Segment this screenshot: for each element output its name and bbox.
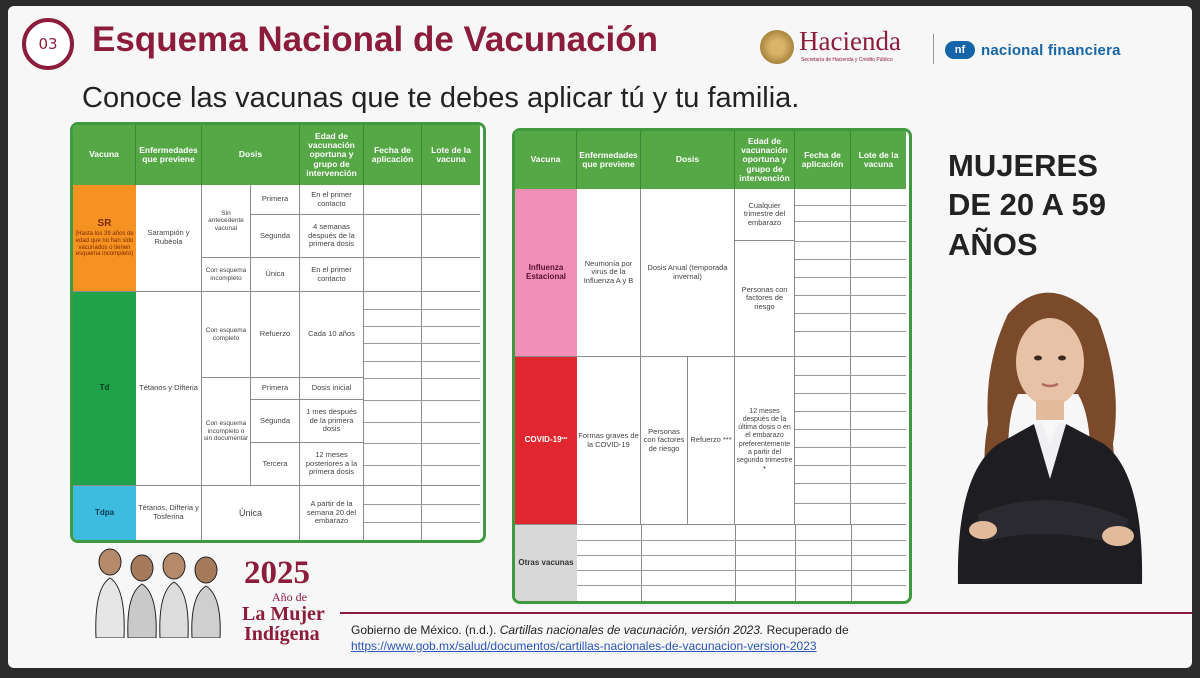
row-line [795, 241, 906, 242]
header-edad: Edad de vacunación oportuna y grupo de intervención [300, 125, 364, 185]
row-line [795, 205, 906, 206]
page-subtitle: Conoce las vacunas que te debes aplicar tú y tu familia. [82, 82, 800, 114]
sr-grupo-sin-antecedente: Sin antecedente vacunal [202, 185, 251, 258]
header-fecha: Fecha de aplicación [795, 131, 851, 189]
table-cell-fecha [364, 292, 422, 486]
row-line [364, 343, 480, 344]
table-cell-lote [422, 486, 480, 540]
year-number: 2025 [244, 555, 310, 591]
vaccine-sr-name: SR [97, 218, 112, 230]
covid-edad: 12 meses después de la última dosis o en el embarazo preferentemente a partir del segundo trimestre • [735, 357, 795, 525]
header-vacuna: Vacuna [73, 125, 136, 185]
row-line [795, 503, 906, 504]
influenza-dosis: Dosis Anual (temporada invernal) [641, 189, 735, 357]
td-enfermedades: Tétanos y Difteria [136, 292, 202, 486]
influenza-enfermedades: Neumonía por virus de la Influenza A y B [577, 189, 641, 357]
table-cell-fecha [364, 258, 422, 292]
td-dosis-tercera: Tercera [251, 443, 300, 486]
audience-line-1: MUJERES [948, 148, 1098, 183]
vaccine-influenza: Influenza Estacional [515, 189, 577, 357]
hacienda-logo-subtext: Secretaría de Hacienda y Crédito Público [801, 57, 893, 63]
table-cell-lote [422, 215, 480, 258]
tdpa-dosis: Única [202, 486, 300, 540]
covid-grupo: Personas con factores de riesgo [641, 357, 688, 525]
vaccine-otras: Otras vacunas [515, 525, 577, 601]
row-line [577, 555, 906, 556]
row-line [795, 411, 906, 412]
year-caption-indigena: Indígena [244, 623, 320, 645]
row-line [364, 422, 480, 423]
td-edad-primera: Dosis inicial [300, 378, 364, 400]
td-edad-tercera: 12 meses posteriores a la primera dosis [300, 443, 364, 486]
citation-suffix: Recuperado de [763, 623, 849, 637]
row-line [577, 540, 906, 541]
influenza-edad-embarazo: Cualquier trimestre del embarazo [735, 189, 795, 241]
nafin-logo-icon: nf [945, 41, 975, 59]
row-line [795, 221, 906, 222]
row-line [795, 447, 906, 448]
row-line [795, 393, 906, 394]
table-cell-lote [851, 357, 906, 525]
col-line [735, 525, 736, 601]
vaccine-tdpa: Tdpa [73, 486, 136, 540]
header-dosis: Dosis [641, 131, 735, 189]
row-line [795, 331, 906, 332]
row-line [795, 277, 906, 278]
sr-grupo-incompleto: Con esquema incompleto [202, 258, 251, 292]
header-enfermedades: Enfermedades que previene [136, 125, 202, 185]
row-line [364, 326, 480, 327]
row-line [795, 483, 906, 484]
vaccine-sr-note: (Hasta los 39 años de edad que no han sido vacunados o tienen esquema incompleto) [75, 231, 134, 258]
row-line [364, 465, 480, 466]
row-line [795, 259, 906, 260]
page-title: Esquema Nacional de Vacunación [92, 20, 659, 59]
row-line [364, 378, 480, 379]
influenza-edad-riesgo: Personas con factores de riesgo [735, 241, 795, 357]
row-line [795, 465, 906, 466]
vaccine-sr [73, 185, 136, 292]
td-dosis-primera: Primera [251, 378, 300, 400]
td-dosis-segunda: Segunda [251, 400, 300, 443]
sr-edad-unica: En el primer contacto [300, 258, 364, 292]
row-line [795, 429, 906, 430]
citation [351, 623, 849, 637]
slide [8, 6, 1192, 668]
table-cell-fecha [364, 486, 422, 540]
table-cell-fecha [364, 215, 422, 258]
header-fecha: Fecha de aplicación [364, 125, 422, 185]
row-line [364, 522, 480, 523]
sr-enfermedades: Sarampión y Rubéola [136, 185, 202, 292]
citation-title: Cartillas nacionales de vacunación, versión 2023. [499, 623, 764, 637]
td-edad-segunda: 1 mes después de la primera dosis [300, 400, 364, 443]
otras-empty-area [577, 525, 906, 601]
citation-prefix: Gobierno de México. (n.d.). [351, 623, 500, 637]
table-cell-fecha [364, 185, 422, 215]
woman-photo [938, 274, 1158, 584]
vaccine-covid [515, 357, 577, 525]
sr-edad-segunda: 4 semanas después de la primera dosis [300, 215, 364, 258]
col-line [851, 525, 852, 601]
sr-edad-primera: En el primer contacto [300, 185, 364, 215]
row-line [577, 585, 906, 586]
td-grupo-incompleto: Con esquema incompleto o sin documentar [202, 378, 251, 486]
col-line [795, 525, 796, 601]
covid-enfermedades: Formas graves de la COVID-19 [577, 357, 641, 525]
logo-divider [933, 34, 934, 64]
row-line [364, 443, 480, 444]
audience-line-2: DE 20 A 59 [948, 187, 1106, 223]
vaccine-table-right [512, 128, 912, 604]
row-line [364, 504, 480, 505]
sr-dosis-primera: Primera [251, 185, 300, 215]
header-lote: Lote de la vacuna [422, 125, 480, 185]
coat-of-arms-icon [760, 30, 794, 64]
header-enfermedades: Enfermedades que previene [577, 131, 641, 189]
vaccine-td: Td [73, 292, 136, 486]
vaccine-covid-name: COVID-19 [524, 435, 562, 445]
tdpa-enfermedades: Tétanos, Difteria y Tosferina [136, 486, 202, 540]
sr-dosis-segunda: Segunda [251, 215, 300, 258]
col-line [641, 525, 642, 601]
audience-line-3: AÑOS [948, 226, 1038, 262]
row-line [364, 400, 480, 401]
td-edad-refuerzo: Cada 10 años [300, 292, 364, 378]
covid-dosis: Refuerzo *** [688, 357, 735, 525]
vaccine-table-left [70, 122, 486, 543]
td-grupo-completo: Con esquema completo [202, 292, 251, 378]
row-line [795, 295, 906, 296]
row-line [795, 313, 906, 314]
footer-divider [340, 612, 1192, 614]
tdpa-edad: A partir de la semana 20 del embarazo [300, 486, 364, 540]
indigenous-women-illustration [80, 538, 238, 638]
header-edad: Edad de vacunación oportuna y grupo de intervención [735, 131, 795, 189]
year-caption-mujer: La Mujer [242, 603, 325, 625]
header-lote: Lote de la vacuna [851, 131, 906, 189]
section-badge: 03 [22, 18, 74, 70]
header-vacuna: Vacuna [515, 131, 577, 189]
sr-dosis-unica: Única [251, 258, 300, 292]
vaccine-covid-mark: *** [561, 436, 568, 443]
nafin-logo: nacional financiera [981, 42, 1121, 59]
citation-link[interactable]: https://www.gob.mx/salud/documentos/cartillas-nacionales-de-vacunacion-version-2023 [351, 639, 817, 653]
row-line [364, 361, 480, 362]
table-cell-fecha [795, 357, 851, 525]
table-cell-lote [422, 292, 480, 486]
table-cell-lote [422, 258, 480, 292]
row-line [364, 309, 480, 310]
year-caption-ano: Año de [272, 590, 307, 604]
table-cell-lote [422, 185, 480, 215]
row-line [795, 375, 906, 376]
row-line [577, 570, 906, 571]
hacienda-logo: Hacienda [799, 26, 901, 56]
audience-heading [948, 146, 1178, 264]
header-dosis: Dosis [202, 125, 300, 185]
td-dosis-refuerzo: Refuerzo [251, 292, 300, 378]
